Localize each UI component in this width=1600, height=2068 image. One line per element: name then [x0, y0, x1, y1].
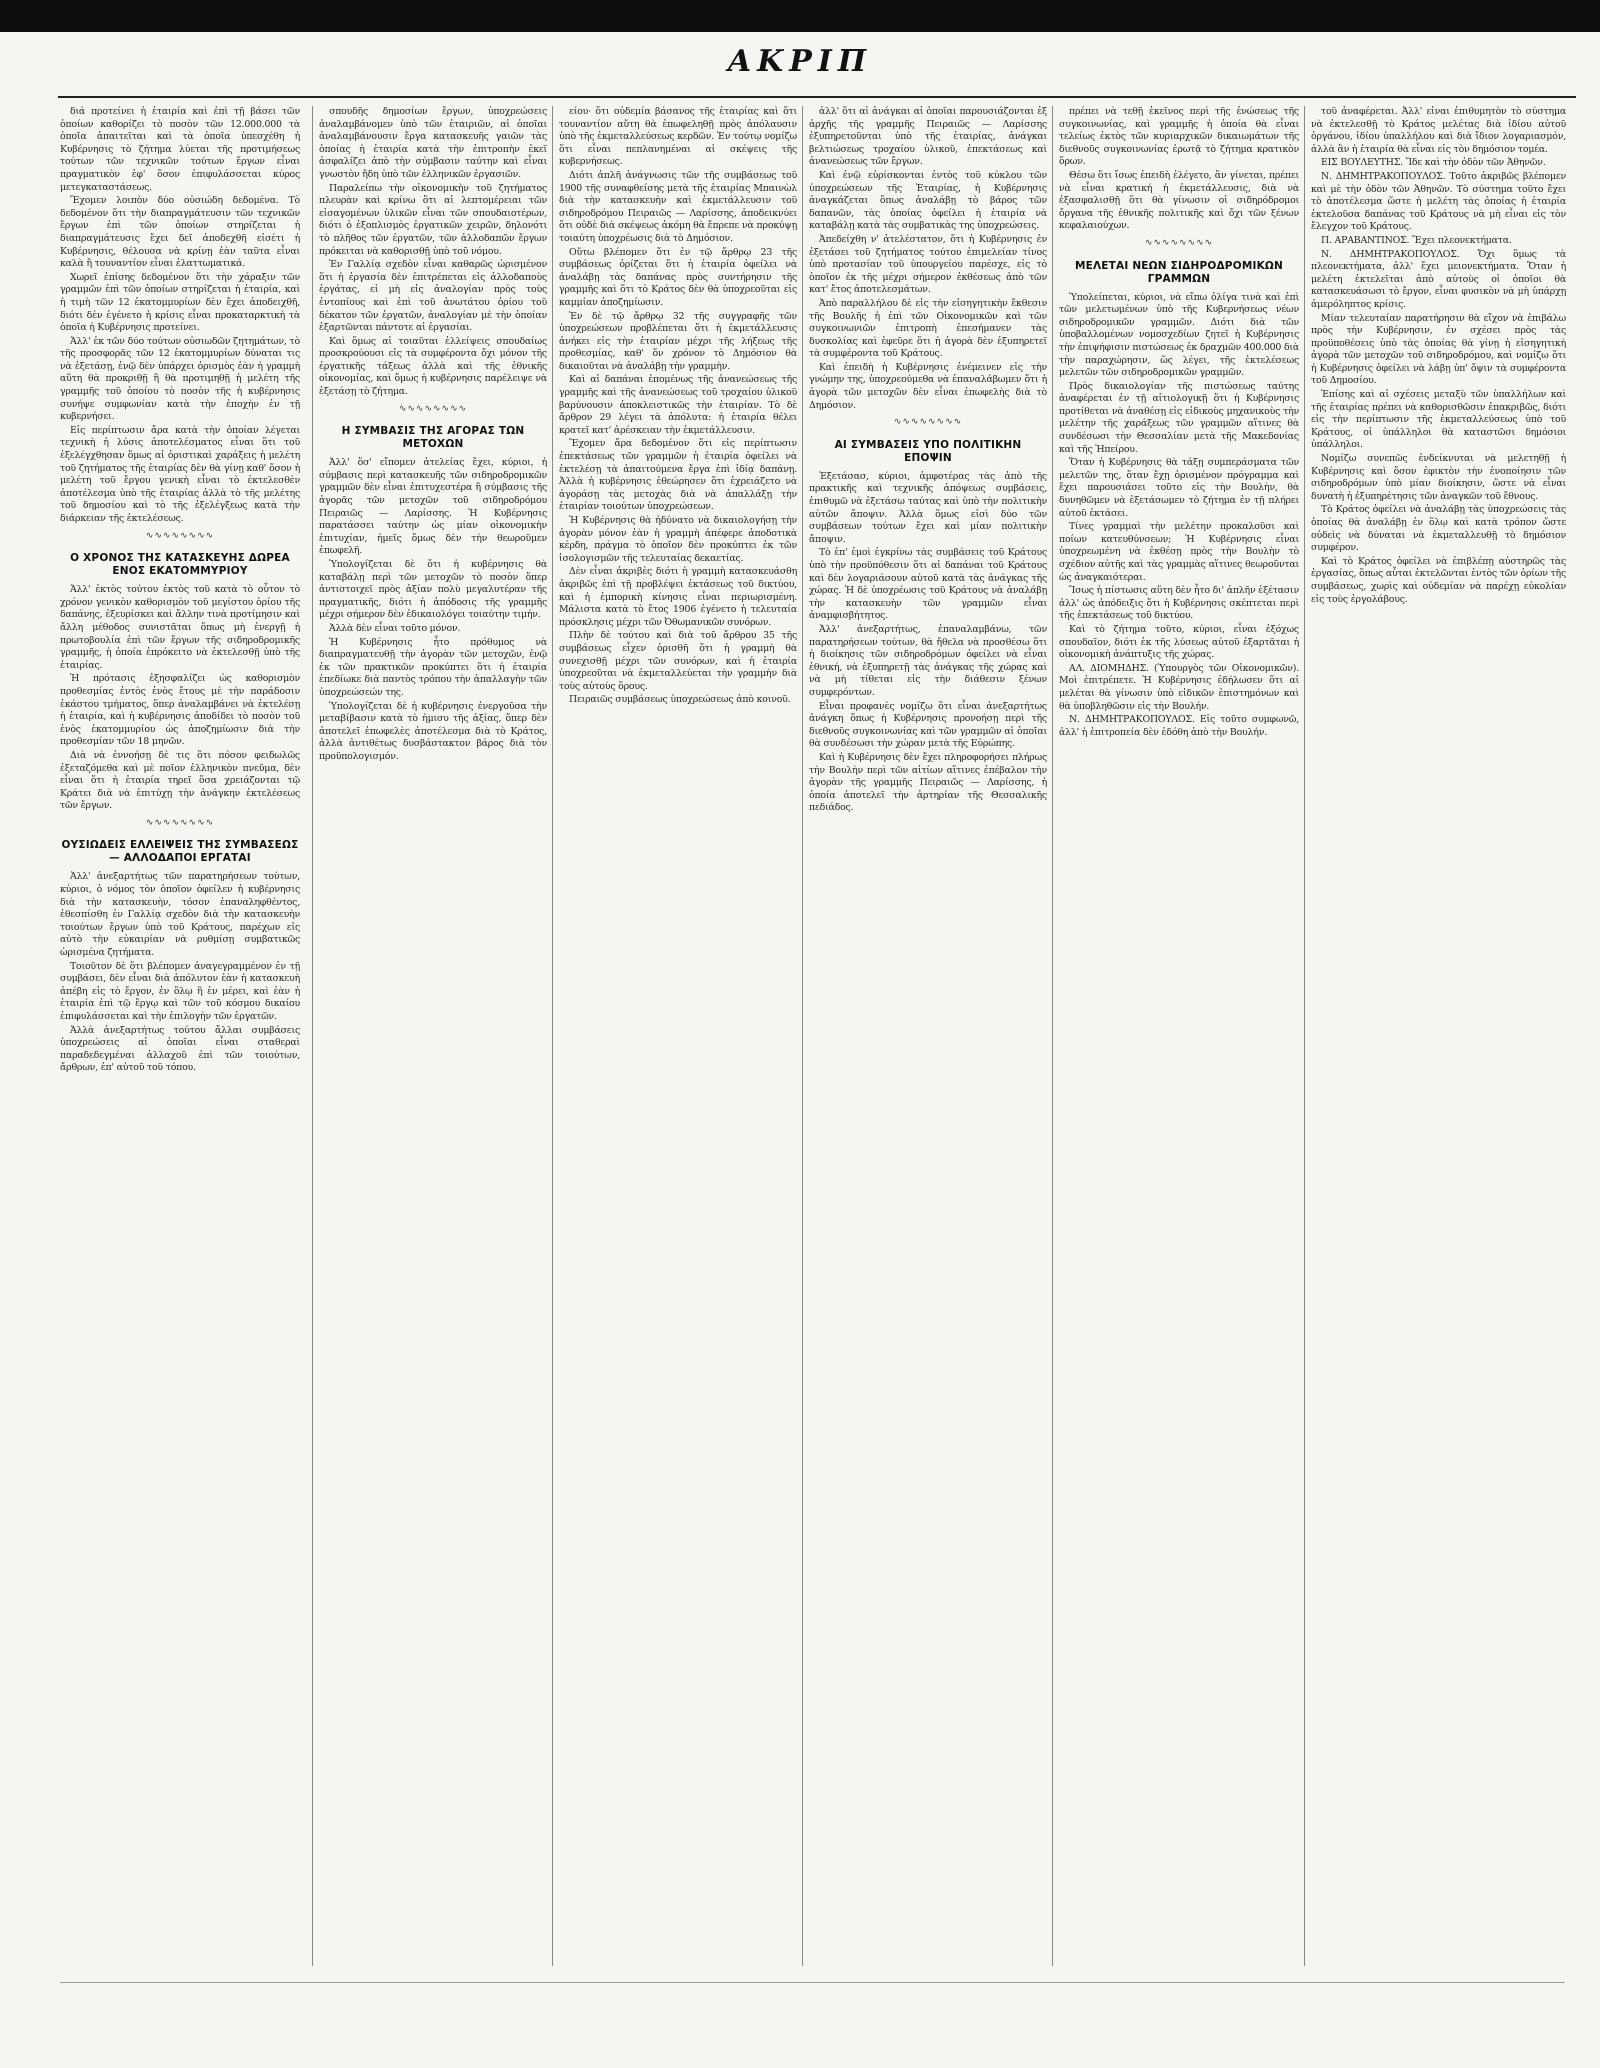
article-paragraph: Ὑπολογίζεται δὲ ὅτι ἡ κυβέρνησις θὰ καταβάλῃ περὶ τῶν μετοχῶν τὸ ποσὸν ὅπερ ἀντιστοιχεῖ πρὸς ἀξίαν πολὺ μεγαλυτέραν τῆς πραγματικῆς, διότι ἡ ἀπόδοσις τῆς γραμμῆς μέχρι σήμερον δὲν ἐδικαιολόγει τοιαύτην τιμήν. [319, 559, 547, 621]
article-paragraph: Πειραιῶς συμβάσεως ὑποχρεώσεως ἀπὸ κοινοῦ. [569, 694, 791, 706]
article-paragraph: Καὶ ὅμως αἱ τοιαῦται ἐλλείψεις σπουδαίως προσκρούουσι εἰς τὰ συμφέροντα ὄχι μόνον τῆς ἐργατικῆς τάξεως ἀλλὰ καὶ τῆς ἐθνικῆς οἰκονομίας, καὶ ὅμως ἡ κυβέρνησις παρέλειψε νὰ ἐξετάσῃ τὸ ζήτημα. [319, 335, 547, 398]
article-paragraph: Ἔχομεν λοιπὸν δύο οὐσιώδη δεδομένα. Τὸ δεδομένον ὅτι τὴν διαπραγμάτευσιν τῶν τεχνικῶν ἔργων ἐπὶ τῶν ὁποίων στηρίζεται ἡ διαπραγμάτευσις ἔχει δεῖ ἀποδεχθῆ εἰσέτι ἡ Κυβέρνησις, θέλουσα νὰ κρίνῃ ἐὰν ταῦτα εἶναι καλὰ ἢ τουναντίον εἶναι ἐλαττωματικά. [60, 195, 300, 270]
section-separator: ∿∿∿∿∿∿∿∿ [145, 817, 215, 828]
article-paragraph: Ὅταν ἡ Κυβέρνησις θὰ τάξῃ συμπεράσματα τῶν μελετῶν της, ὅταν ἔχῃ ὁρισμένον πρόγραμμα καὶ ἔχει παρουσιάσει τοῦτο εἰς τὴν Βουλὴν, θὰ δυνηθῶμεν νὰ ἐξετάσωμεν τὸ ζήτημα ἐν τῇ πλήρει αὐτοῦ ἐκτάσει. [1059, 457, 1299, 519]
article-paragraph: Ν. ΔΗΜΗΤΡΑΚΟΠΟΥΛΟΣ. Ὄχι ὅμως τὰ πλεονεκτήματα, ἀλλ' ἔχει μειονεκτήματα. Ὅταν ἡ μελέτη ἐκτελεῖται ἀπὸ αὐτοὺς οἱ ὁποῖοι θὰ κατασκευάσωσι τὸ ἔργον, εἶναι φυσικὸν νὰ μὴ ὑπάρχῃ ἀμερόληπτος κρίσις. [1311, 248, 1566, 310]
article-paragraph: Διότι ἁπλῆ ἀνάγνωσις τῶν τῆς συμβάσεως τοῦ 1900 τῆς συναφθείσης μετὰ τῆς ἑταιρίας Μπαινὼλ διὰ τὴν κατασκευὴν καὶ ἐκμετάλλευσιν τοῦ σιδηροδρόμου Πειραιῶς — Λαρίσσης, ἀποδεικνύει ὅτι οὐδὲ διὰ σκέψεως ἀκόμη θὰ ἔπρεπε νὰ προκύψῃ τοιαύτη ὑποχρέωσις διὰ τὸ Δημόσιον. [559, 169, 797, 244]
article-paragraph: Ἡ Κυβέρνησις θὰ ἠδύνατο νὰ δικαιολογήσῃ τὴν ἀγορὰν μόνον ἐὰν ἡ γραμμὴ ἀπέφερε ἀποδοτικὰ κέρδη, πράγμα τὸ ὁποῖον δὲν προκύπτει ἐκ τῶν ἰσολογισμῶν τῆς τελευταίας δεκαετίας. [559, 515, 797, 564]
article-paragraph: διά προτείνει ἡ ἑταιρία καὶ ἐπὶ τῇ βάσει τῶν ὁποίων καθορίζει τὸ ποσὸν τῶν 12.000.000 τὰ ὁποῖα ἀπαιτεῖται καὶ τὰ ὁποῖα ὑπεσχέθη ἡ Κυβέρνησις τὸ ζήτημα λύεται τῆς προτιμήσεως τούτων τῶν τεχνικῶν τούτων ἔργων εἶναι πραγματικὸν ἐφ' ὅσον ἐπιφυλάσσεται κύρος μετεγκαταστάσεως. [60, 106, 300, 193]
page-bottom-rule [60, 1982, 1565, 1983]
article-paragraph: Ὑπολογίζεται δὲ ἡ κυβέρνησις ἐνεργοῦσα τὴν μεταβίβασιν κατὰ τὸ ἡμισυ τῆς ἀξίας, ὅπερ δὲν ἀποτελεῖ ἐπωφελὲς ἀποτέλεσμα διὰ τὸ Κράτος, ἀλλὰ ἀντιθέτως δυσβάστακτον βάρος διὰ τὸν προϋπολογισμόν. [319, 700, 547, 762]
article-paragraph: Τὸ ἐπ' ἐμοὶ ἐγκρίνω τὰς συμβάσεις τοῦ Κράτους ὑπὸ τὴν προϋπόθεσιν ὅτι αἱ δαπάναι τοῦ Κράτους καὶ δὲν λογαριάσουν αὐτοῦ κατὰ τὰς ἀνάγκας τῆς χώρας. Ἡ δὲ ὑποχρέωσις τοῦ Κράτους νὰ ἀναλάβῃ τὴν κατασκευὴν τῶν γραμμῶν εἶναι ἀναμφισβήτητος. [809, 547, 1047, 622]
article-paragraph: Καὶ ἡ Κυβέρνησις δὲν ἔχει πληροφορήσει πλήρως τὴν Βουλὴν περὶ τῶν αἰτίων αἵτινες ἐπέβαλον τὴν ἀγορὰν τῆς γραμμῆς Πειραιῶς — Λαρίσσης, ἡ ὁποία ἀποτελεῖ τὴν ἀρτηρίαν τῆς Θεσσαλικῆς πεδιάδος. [809, 751, 1047, 814]
article-paragraph: Καὶ αἱ δαπάναι ἐπομένως τῆς ἀνανεώσεως τῆς γραμμῆς καὶ τῆς ἀνανεώσεως τοῦ τροχαίου ὑλικοῦ βαρύνουσιν ἀποκλειστικῶς τὴν ἑταιρίαν. Τὸ δὲ ἄρθρον 29 λέγει τὰ ἀπόλυτα: ἡ ἑταιρία θέλει κρατεῖ κατ' ἀρέσκειαν τὴν ἐκμετάλλευσιν. [559, 374, 797, 436]
scan-top-border [0, 0, 1600, 32]
article-paragraph: Ν. ΔΗΜΗΤΡΑΚΟΠΟΥΛΟΣ. Τοῦτο ἀκριβῶς βλέπομεν καὶ μὲ τὴν ὁδὸν τῶν Ἀθηνῶν. Τὸ σύστημα τοῦτο ἔχει τὸ ἀποτέλεσμα ὥστε ἡ μελέτη τὰς ὁποίας ἡ ἑταιρία ἐκτελοῦσα δαπάνας τοῦ Κράτους νὰ μὴ εἶναι εἰς τὸν ἔλεγχον τοῦ Κράτους. [1311, 170, 1566, 233]
section-separator: ∿∿∿∿∿∿∿∿ [893, 417, 963, 428]
column-1 [60, 106, 306, 1966]
article-paragraph: Ἐπίσης καὶ αἱ σχέσεις μεταξὺ τῶν ὑπαλλήλων καὶ τῆς ἑταιρίας πρέπει νὰ καθορισθῶσιν ἐπακριβῶς, διότι εἰς τὴν περίπτωσιν τῆς ἐκμεταλλεύσεως ὑπὸ τοῦ Κράτους, οἱ ὑπάλληλοι θὰ καταστῶσι δημόσιοι ὑπάλληλοι. [1311, 389, 1566, 451]
article-paragraph: Ὑπολείπεται, κύριοι, νὰ εἴπω ὀλίγα τινὰ καὶ ἐπὶ τῶν μελετωμένων ὑπὸ τῆς Κυβερνήσεως νέων σιδηροδρομικῶν γραμμῶν. Διότι διὰ τῶν ὑποβαλλομένων νομοσχεδίων ζητεῖ ἡ Κυβέρνησις τὴν ἐπιψήφισιν πιστώσεως ἐκ δραχμῶν 400.000 διὰ τὴν παραχώρησιν, ὥς λέγει, τῆς ἐκτελέσεως μελετῶν τῶν σιδηροδρομικῶν γραμμῶν. [1059, 291, 1299, 379]
article-paragraph: Θέσω ὅτι ἴσως ἐπειδὴ ἐλέγετο, ἂν γίνεται, πρέπει νὰ εἶναι κρατική ἡ ἐκμετάλλευσις, διὰ νὰ ἐξασφαλισθῇ ὅτι θὰ γίνωσιν οἱ σιδηρόδρομοι ὄργανα τῆς ἐθνικῆς πολιτικῆς καὶ ὄχι τῶν ξένων κεφαλαιούχων. [1059, 169, 1299, 232]
section-separator: ∿∿∿∿∿∿∿∿ [1144, 237, 1214, 248]
masthead-rule [58, 96, 1576, 98]
article-paragraph: Ἀλλ' ἐκτὸς τούτου ἐκτὸς τοῦ κατὰ τὸ οὗτον τὸ χρόνον γενικὸν καθορισμὸν τοῦ μεγίστου ὁρίου τῆς δαπάνης, ἐξευρίσκει καὶ ἄλλην τινὰ προτίμησιν καὶ ἄλλη μέθοδος συνιστᾶται ὅπως μὴ ἐνεργῇ ἡ πρωτοβουλία ἐπὶ τῶν ἔργων τῆς σιδηροδρομικῆς γραμμῆς, ἡ ὁποία ἐπρόκειτο νὰ ἐκτελεσθῇ ὑπὸ τῆς ἑταιρίας. [60, 584, 300, 671]
article-paragraph: Ἀπὸ παραλλήλου δὲ εἰς τὴν εἰσηγητικὴν ἔκθεσιν τῆς Βουλῆς ἡ ἐπὶ τῶν Οἰκονομικῶν καὶ τῶν συγκοινωνιῶν ἐπιτροπὴ ἐπεσήμανεν τὰς δυσκολίας καὶ ἐφεῦρε ὅτι ἡ ἀγορὰ δὲν ἐξυπηρετεῖ τὰ συμφέροντα τοῦ Κράτους. [809, 297, 1047, 360]
article-paragraph: Ἀπεδείχθη ν' ἀτελέστατον, ὅτι ἡ Κυβέρνησις ἐν ἐξετάσει τοῦ ζητήματος τούτου ἐπιμελείαν τίνος ὑπὸ προτασίαν τοῦ ὑπουργείου παρέσχε, εἰς τὸ ὁποῖον ἐκ τῆς μέχρι σήμερον ἐκθέσεως ἀπὸ τῶν κατ' ἔτος ἀποτελεσμάτων. [809, 233, 1047, 296]
article-paragraph: Δὲν εἶναι ἀκριβὲς διότι ἡ γραμμὴ κατασκευάσθη ἀκριβῶς ἐπὶ τῇ προβλέψει ἐκτάσεως τοῦ δικτύου, καὶ ἡ ἐμπορικὴ κίνησις εἶναι περιωρισμένη. Μάλιστα κατὰ τὸ ἔτος 1906 ἐγένετο ἡ τελευταία πρόσκλησις μέχρι τῶν Ὀθωμανικῶν συνόρων. [559, 566, 797, 628]
section-heading: ΟΥΣΙΩΔΕΙΣ ΕΛΛΕΙΨΕΙΣ ΤΗΣ ΣΥΜΒΑΣΕΩΣ — ΑΛΛΟΔΑΠΟΙ ΕΡΓΑΤΑΙ [61, 839, 299, 865]
article-paragraph: είου· ὅτι οὐδεμία βάσανος τῆς ἑταιρίας καὶ ὅτι τουναντίον αὕτη θὰ ἐπωφεληθῇ πρὸς ἀπόλαυσιν ὑπὸ τῆς ἐκμεταλλεύσεως κερδῶν. Ἐν τούτῳ νομίζω ὅτι εἶναι πεπλανημέναι αἱ σκέψεις τῆς κυβερνήσεως. [559, 106, 797, 168]
article-paragraph: Ἀλλ' ἀνεξαρτήτως, ἐπαναλαμβάνω, τῶν παρατηρήσεων τούτων, θὰ ἤθελα νὰ προσθέσω ὅτι ἡ διοίκησις τῶν σιδηροδρόμων ὀφείλει νὰ εἶναι ἐθνική, νὰ ἐξυπηρετῇ τὰς ἀνάγκας τῆς χώρας καὶ νὰ μὴ τίθεται εἰς τὴν διάθεσιν ξένων συμφερόντων. [809, 623, 1047, 698]
section-heading: ΑΙ ΣΥΜΒΑΣΕΙΣ ΥΠΟ ΠΟΛΙΤΙΚΗΝ ΕΠΟΨΙΝ [834, 438, 1022, 464]
article-paragraph: Τίνες γραμμαὶ τὴν μελέτην προκαλοῦσι καὶ ποίων κατευθύνσεων; Ἡ Κυβέρνησις εἶναι ὑποχρεωμένη νὰ ἐκθέσῃ πρὸς τὴν Βουλὴν τὸ σχέδιον αὐτῆς καὶ τὰς γραμμὰς αἵτινες θεωροῦνται ὡς ἀναγκαιότεραι. [1059, 521, 1299, 583]
article-paragraph: Ἀλλ' ἐκ τῶν δύο τούτων οὐσιωδῶν ζητημάτων, τὸ τῆς προσφορᾶς τῶν 12 ἑκατομμυρίων δύναται τις νὰ ἐξετάσῃ, ἐνῷ δὲν ὑπάρχει ὁρισμὸς ἐὰν ἡ γραμμὴ αὕτη θὰ προκριθῇ ἢ θὰ προτιμηθῇ ἡ μελέτη τῆς γραμμῆς τοῦ ὁποίου τὸ ποσὸν τῆς ἡ κυβέρνησις συνήψε συμφωνίαν κατὰ τὴν ἐποχὴν ἐν τῇ κυβερνήσει. [60, 335, 300, 423]
section-heading: ΜΕΛΕΤΑΙ ΝΕΩΝ ΣΙΔΗΡΟΔΡΟΜΙΚΩΝ ΓΡΑΜΜΩΝ [1074, 259, 1284, 285]
article-paragraph: ἀλλ' ὅτι αἱ ἀνάγκαι αἱ ὁποῖαι παρουσιάζονται ἐξ ἀρχῆς τῆς γραμμῆς Πειραιῶς — Λαρίσσης ἐξυπηρετοῦνται ὑπὸ τῆς ἑταιρίας, ἀνάγκαι βελτιώσεως τροχαίου ὑλικοῦ, ἐπεκτάσεως καὶ ἀνανεώσεως τῶν ἔργων. [809, 106, 1047, 168]
column-2 [312, 106, 553, 1966]
article-columns [60, 106, 1565, 1966]
article-paragraph: Ἐν δὲ τῷ ἄρθρῳ 32 τῆς συγγραφῆς τῶν ὑποχρεώσεων προβλέπεται ὅτι ἡ ἐκμετάλλευσις ἀνήκει εἰς τὴν ἑταιρίαν μέχρι τῆς λήξεως τῆς προθεσμίας, καθ' ὅν χρόνον τὸ Δημόσιον θὰ δικαιοῦται νὰ ἀναλάβῃ τὴν γραμμὴν. [559, 310, 797, 372]
article-paragraph: Τοιοῦτον δὲ ὅτι βλέπομεν ἀναγεγραμμένον ἐν τῇ συμβάσει, δὲν εἶναι διὰ ἀπόλυτον ἐὰν ἡ κατασκευὴ ἀπέβη εἰς τὸ ἔργον, ἐν ὅλῳ ἢ ἐν μέρει, καὶ ἐὰν ἡ ἑταιρία ἐπὶ τῷ ἔργῳ καὶ τῶν τοῦ κόσμου δικαίου ἐπιφυλάσσεται καὶ τὴν ἐπιλογὴν τῶν ἐργατῶν. [60, 960, 300, 1022]
article-paragraph: Διὰ νὰ ἐννοήσῃ δὲ τις ὅτι πόσον φειδωλῶς ἐξεταζόμεθα καὶ μὲ ποῖον ἐλληνικὸν πνεῦμα, δὲν εἶναι ὅτι ἡ ἑταιρία τηρεῖ ὅσα χρειάζονται τῷ Κράτει διὰ νὰ ἐπιτύχῃ τὴν ἀνάγκην ἐκτελέσεως τῶν ἔργων. [60, 749, 300, 812]
article-paragraph: Πρὸς δικαιολογίαν τῆς πιστώσεως ταύτης ἀναφέρεται ἐν τῇ αἰτιολογικῇ ὅτι ἡ Κυβέρνησις προτίθεται νὰ ἀναθέσῃ εἰς εἰδικοὺς μηχανικοὺς τὴν μελέτην τῆς χαράξεως τῶν γραμμῶν αἵτινες θὰ συνδέσωσι τὴν Θεσσαλίαν μετὰ τῆς Μακεδονίας καὶ τῆς Ἠπείρου. [1059, 380, 1299, 455]
article-paragraph: Καὶ ἐνῷ εὑρίσκονται ἐντὸς τοῦ κύκλου τῶν ὑποχρεώσεων τῆς Ἑταιρίας, ἡ Κυβέρνησις ἀναγκάζεται ὅπως ἀναλάβῃ τὸ βάρος τῶν δαπανῶν, τὰς ὁποίας ὀφείλει ἡ ἑταιρία νὰ καταβάλῃ κατὰ τὰς συμβατικὰς της ὑποχρεώσεις. [809, 169, 1047, 232]
article-paragraph: Παραλείπω τὴν οἰκονομικὴν τοῦ ζητήματος πλευρὰν καὶ κρίνω ὅτι αἱ λεπτομέρειαι τῶν εἰσαγομένων ὑλικῶν εἶναι τῶν σπουδαιοτέρων, διότι ὁ ἐξοπλισμὸς ἐργατικῶν χειρῶν, δηλονότι τὸ πλῆθος τῶν ἐργατῶν, τῶν ἀλλοδαπῶν ἔργων πρόκειται νὰ καθορισθῇ ὑπὸ τοῦ νόμου. [319, 182, 547, 257]
column-5 [1052, 106, 1305, 1966]
article-paragraph: Ἴσως ἡ πίστωσις αὕτη δὲν ἦτο δι' ἀπλῆν ἐξέτασιν ἀλλ' ὡς ἀπόδειξις ὅτι ἡ Κυβέρνησις σκέπτεται περὶ τῆς ἐπεκτάσεως τοῦ δικτύου. [1059, 585, 1299, 622]
article-paragraph: Τὸ Κράτος ὀφείλει νὰ ἀναλάβῃ τὰς ὑποχρεώσεις τὰς ὁποίας θὰ ἀναλάβῃ ἐν ὅλῳ καὶ κατὰ τρόπον ὥστε οὐδεὶς νὰ δύναται νὰ ἐκμεταλλευθῇ τὸ δημόσιον συμφέρον. [1311, 504, 1566, 554]
article-paragraph: πρέπει νὰ τεθῇ ἐκεῖνος περὶ τῆς ἑνώσεως τῆς συγκοινωνίας, καὶ γραμμῆς ἡ ὁποία θὰ εἶναι τελείως ἐκτὸς τῶν κυριαρχικῶν δικαιωμάτων τῆς διεθνοῦς συγκοινωνίας ἐρωτᾷ τὸ ζήτημα κρατικὸν ὅρων. [1059, 106, 1299, 168]
article-paragraph: Καὶ ἐπειδὴ ἡ Κυβέρνησις ἐνέμεινεν εἰς τὴν γνώμην της, ὑποχρεούμεθα νὰ ἐπαναλάβωμεν ὅτι ἡ ἀγορὰ τῶν μετοχῶν δὲν εἶναι ἐπωφελὴς διὰ τὸ Δημόσιον. [809, 361, 1047, 411]
article-paragraph: Οὕτω βλέπομεν ὅτι ἐν τῷ ἄρθρῳ 23 τῆς συμβάσεως ὁρίζεται ὅτι ἡ ἑταιρία ὀφείλει νὰ ἀναλάβῃ τὰς δαπάνας πρὸς συντήρησιν τῆς γραμμῆς καὶ ὅτι τὸ Κράτος δὲν θὰ ὑποχρεοῦται εἰς καμμίαν ἀποζημίωσιν. [559, 246, 797, 308]
article-paragraph: Ἡ πρότασις ἐξησφαλίζει ὡς καθορισμὸν προθεσμίας ἐντὸς ἐνὸς ἔτους μὲ τὴν παράδοσιν ἑκάστου τμήματος, ὅπερ ἀναλαμβάνει νὰ ἐκτελέσῃ ἡ ἑταιρία, καὶ ἡ κυβέρνησις ἀποδίδει τὸ ποσὸν τοῦ ἑνὸς ἑκατομμυρίου ὡς ἀποζημίωσιν διὰ τὴν προθεσμίαν τῶν 18 μηνῶν. [60, 673, 300, 748]
article-paragraph: Καὶ τὸ Κράτος ὀφείλει νὰ ἐπιβλέπῃ αὐστηρῶς τὰς ἐργασίας, ὅπως αὗται ἐκτελῶνται ἐντὸς τῶν ὁρίων τῆς συμβάσεως, χωρὶς καὶ οὐδεμίαν νὰ παρέχῃ εὐκολίαν εἰς τοὺς ἐργολάβους. [1311, 555, 1566, 605]
article-paragraph: Ἐν Γαλλίᾳ σχεδὸν εἶναι καθαρῶς ὡρισμένον ὅτι ἡ ἐργασία δὲν ἐπιτρέπεται εἰς ἀλλοδαποὺς ἐργάτας, εἰ μὴ εἰς ἀναλογίαν πρὸς τοὺς ἐντοπίους καὶ ἐπὶ τοῦ ἀνωτάτου ὁρίου τοῦ δέκατον τῶν ἐργατῶν, ἀναλογίαν μὲ τὴν ὁποίαν ἐξαρτῶνται πάντοτε αἱ ἐργασίαι. [319, 259, 547, 334]
section-heading: Η ΣΥΜΒΑΣΙΣ ΤΗΣ ΑΓΟΡΑΣ ΤΩΝ ΜΕΤΟΧΩΝ [341, 425, 525, 451]
article-paragraph: Ἡ Κυβέρνησις ἦτο πρόθυμος νὰ διαπραγματευθῇ τὴν ἀγορὰν τῶν μετοχῶν, ἐνῷ ἐκ τῶν πρακτικῶν προκύπτει ὅτι ἡ ἑταιρία ἐπεδίωκε διὰ παντὸς τρόπου τὴν ἀπαλλαγὴν τῶν ὑποχρεώσεών της. [319, 636, 547, 698]
article-paragraph: Ἀλλὰ δὲν εἶναι τοῦτο μόνον. [329, 622, 461, 634]
article-paragraph: Νομίζω συνεπῶς ἐνδείκνυται νὰ μελετηθῇ ἡ Κυβέρνησις καὶ ὅσον ἐφικτὸν τὴν ἑνοποίησιν τῶν σιδηροδρόμων ὑπὸ μίαν διοίκησιν, ὥστε νὰ εἶναι δυνατὴ ἡ ἐξυπηρέτησις τῶν ἀναγκῶν τοῦ ἔθνους. [1311, 453, 1566, 502]
section-separator: ∿∿∿∿∿∿∿∿ [398, 403, 468, 414]
article-paragraph: Χωρεῖ ἐπίσης δεδομένον ὅτι τὴν χάραξιν τῶν γραμμῶν ἐπὶ τῶν ὁποίων στηρίζεται ἡ ἑταιρία, καὶ ἡ τιμὴ τῶν 12 ἑκατομμυρίων δὲν ἔχει ἀποδειχθῆ, διότι δὲν ἐγένετο ἡ κρίσις εἶναι προκαταρκτικὴ τὰ ὁποῖα ἡ Κυβέρνησις προτείνει. [60, 271, 300, 334]
article-paragraph: Μίαν τελευταίαν παρατήρησιν θὰ εἴχον νὰ ἐπιβάλω πρὸς τὴν Κυβέρνησιν, ἐν σχέσει πρὸς τὰς προϋποθέσεις ὑπὸ τὰς ὁποίας θὰ γίνῃ ἡ εἰσηγητικὴ ἀγορὰ τῶν μετοχῶν τοῦ σιδηροδρόμου, καὶ νομίζω ὅτι ἡ Κυβέρνησις ὀφείλει νὰ λάβῃ ὑπ' ὄψιν τὰ συμφέροντα τοῦ Δημοσίου. [1311, 312, 1566, 387]
page-masthead: ΑΚΡΙΠ [727, 44, 873, 79]
article-paragraph: Ἔχομεν ἄρα δεδομένον ὅτι εἰς περίπτωσιν ἐπεκτάσεως τῶν γραμμῶν ἡ ἑταιρία ὀφείλει νὰ ἐκτελέσῃ τὰ ἀπαιτούμενα ἔργα ἐπὶ ἰδίᾳ δαπάνῃ. Ἀλλὰ ἡ κυβέρνησις ἐθεώρησεν ὅτι ἐχρειάζετο νὰ ἀγοράσῃ τὰς μετοχὰς διὰ νὰ ἀπαλλάξῃ τὴν ἑταιρίαν τοιούτων ὑποχρεώσεων. [559, 438, 797, 513]
article-paragraph: Καὶ τὸ ζήτημα τοῦτο, κύριοι, εἶναι ἐξόχως σπουδαῖον, διότι ἐκ τῆς λύσεως αὐτοῦ ἐξαρτᾶται ἡ οἰκονομικὴ ἀνάπτυξις τῆς χώρας. [1059, 623, 1299, 661]
article-paragraph: ΕΙΣ ΒΟΥΛΕΥΤΗΣ. Ἴδε καὶ τὴν ὁδὸν τῶν Ἀθηνῶν. [1321, 157, 1546, 169]
article-paragraph: Πλὴν δὲ τούτου καὶ διὰ τοῦ ἄρθρου 35 τῆς συμβάσεως εἶχεν ὁρισθῆ ὅτι ἡ γραμμὴ θὰ συνεχισθῇ μέχρι τῶν συνόρων, καὶ ἡ ἑταιρία ὑποχρεοῦται νὰ ἐκμεταλλεύεται τὴν γραμμὴν διὰ τοὺς αὐτοὺς ὅρους. [559, 630, 797, 692]
article-paragraph: ΑΛ. ΔΙΟΜΗΔΗΣ. (Ὑπουργὸς τῶν Οἰκονομικῶν). Μοὶ ἐπιτρέπετε. Ἡ Κυβέρνησις ἐδήλωσεν ὅτι αἱ μελέται θὰ γίνωσιν ὑπὸ εἰδικῶν ἐπιστημόνων καὶ θὰ ὑποβληθῶσιν εἰς τὴν Βουλήν. [1059, 662, 1299, 712]
section-heading: Ο ΧΡΟΝΟΣ ΤΗΣ ΚΑΤΑΣΚΕΥΗΣ ΔΩΡΕΑ ΕΝΟΣ ΕΚΑΤΟΜΜΥΡΙΟΥ [70, 552, 290, 578]
column-4 [802, 106, 1053, 1966]
article-paragraph: Ἀλλ' ὅσ' εἴπομεν ἀτελείας ἔχει, κύριοι, ἡ σύμβασις περὶ κατασκευῆς τῶν σιδηροδρομικῶν γραμμῶν δὲν εἶναι ἐπιτυχεστέρα ἢ σύμβασις τῆς ἀγορᾶς τῶν μετοχῶν τοῦ σιδηροδρόμου Πειραιῶς — Λαρίσσης. Ἡ Κυβέρνησις παρατάσσει ταύτην ὡς μίαν οἰκονομικὴν ἐπιτυχίαν, ἡμεῖς ὅμως δὲν τὴν θεωροῦμεν ἐπωφελῆ. [319, 457, 547, 557]
column-3 [552, 106, 803, 1966]
section-separator: ∿∿∿∿∿∿∿∿ [145, 530, 215, 541]
article-paragraph: Ἀλλὰ ἀνεξαρτήτως τούτου ἄλλαι συμβάσεις ὑποχρεώσεις αἱ ὁποῖαι εἶναι σταθεραὶ παραδεδεγμέναι ἀλλαχοῦ ἐπὶ τῶν τοιούτων, ἄρθρων, ἐπ' αὐτοῦ τοῦ τόπου. [60, 1024, 300, 1074]
article-paragraph: Ν. ΔΗΜΗΤΡΑΚΟΠΟΥΛΟΣ. Εἰς τοῦτο συμφωνῶ, ἀλλ' ἡ ἐπιτροπεία δὲν ἐδόθη ἀπὸ τὴν Βουλήν. [1059, 714, 1299, 738]
article-paragraph: Εἰς περίπτωσιν ἄρα κατὰ τὴν ὁποίαν λέγεται τεχνικὴ ἡ λύσις ἀποτελέσματος εἶναι ὅτι τοῦ ἐξελέγχθησαν ὅμως αἱ ὁριστικαὶ χαράξεις ἡ μελέτη τοῦ ζητήματος τῆς ἑταιρίας δὲν θὰ γίνῃ καθ' ὅσον ἡ μελέτη τοῦ ἔργου γενικὴ εἶναι τὸ ἐκτελεσθὲν ἀποτέλεσμα ὑπὸ τῆς ἑταιρίας ἀλλὰ τὸ τῆς μελέτης τοῦ δημοσίου καὶ τὸ τῆς ἐξελέγξεως κατὰ τὴν διάρκειαν τῆς ἐκτελέσεως. [60, 424, 300, 524]
article-paragraph: τοῦ ἀναφέρεται. Ἀλλ' εἶναι ἐπιθυμητὸν τὸ σύστημα νὰ ἐκτελεσθῇ τὸ Κράτος μελέτας διὰ ἰδίου αὐτοῦ ὀργάνου, ἰδίου ὑπαλλήλου καὶ διὰ ἴδιον λογαριασμόν, ἀλλὰ ἂν ἡ ἑταιρία θὰ εἶναι εἰς τὸν δημόσιον τομέα. [1311, 106, 1566, 155]
column-6 [1304, 106, 1566, 1966]
article-paragraph: Εἶναι προφανὲς νομίζω ὅτι εἶναι ἀνεξαρτήτως ἀνάγκη ὅπως ἡ Κυβέρνησις προνοήσῃ περὶ τῆς διεθνοῦς συγκοινωνίας καὶ τῶν γραμμῶν αἱ ὁποῖαι θὰ συνδέσωσι τὴν χώραν μετὰ τῆς Εὐρώπης. [809, 700, 1047, 750]
article-paragraph: σπουδῆς δημοσίων ἔργων, ὑποχρεώσεις ἀναλαμβάνομεν ὑπὸ τῶν ἑταιριῶν, αἱ ὁποῖαι ἀναλαμβάνουσιν ἔργα κατασκευῆς γαιῶν τὰς ὁποίας ἡ ἑταιρία κατὰ τὴν ἐπιτροπὴν ἐκεῖ ἀσφαλίζει ἀπὸ τὴν σύμβασιν ταύτην καὶ εἶναι γνωστὸν ἤδη ὑπὸ τῶν ἑλληνικῶν ἐργασιῶν. [319, 106, 547, 180]
article-paragraph: Π. ΑΡΑΒΑΝΤΙΝΟΣ. Ἔχει πλεονεκτήματα. [1321, 234, 1512, 246]
article-paragraph: Ἐξετάσασ, κύριοι, ἀμφοτέρας τὰς ἀπὸ τῆς πρακτικῆς καὶ τεχνικῆς ἀπόψεως συμβάσεις, ἐπιθυμῶ νὰ ἐξετάσω ταύτας καὶ ὑπὸ τὴν πολιτικὴν αὐτῶν ἄποψιν. Ἀλλὰ ὅμως εἰσὶ δύο τῶν συμβάσεων τούτων ἔχει καὶ μίαν πολιτικὴν ἄποψιν. [809, 470, 1047, 545]
article-paragraph: Ἀλλ' ἀνεξαρτήτως τῶν παρατηρήσεων τούτων, κύριοι, ὁ νόμος τὸν ὁποῖον ὀφείλεν ἡ κυβέρνησις διὰ τὴν κατασκευὴν, τόσον ἐπαναληφθέντος, ἐθεσπίσθη ἐν Γαλλίᾳ σχεδὸν διὰ τὴν κατασκευὴν τοιούτων ἔργων ὑπὸ τοῦ Κράτους, παρέχων εἰς αὐτὸ τὴν εὐκαιρίαν νὰ ρυθμίσῃ συμβατικῶς ὡρισμένα ζητήματα. [60, 871, 300, 959]
